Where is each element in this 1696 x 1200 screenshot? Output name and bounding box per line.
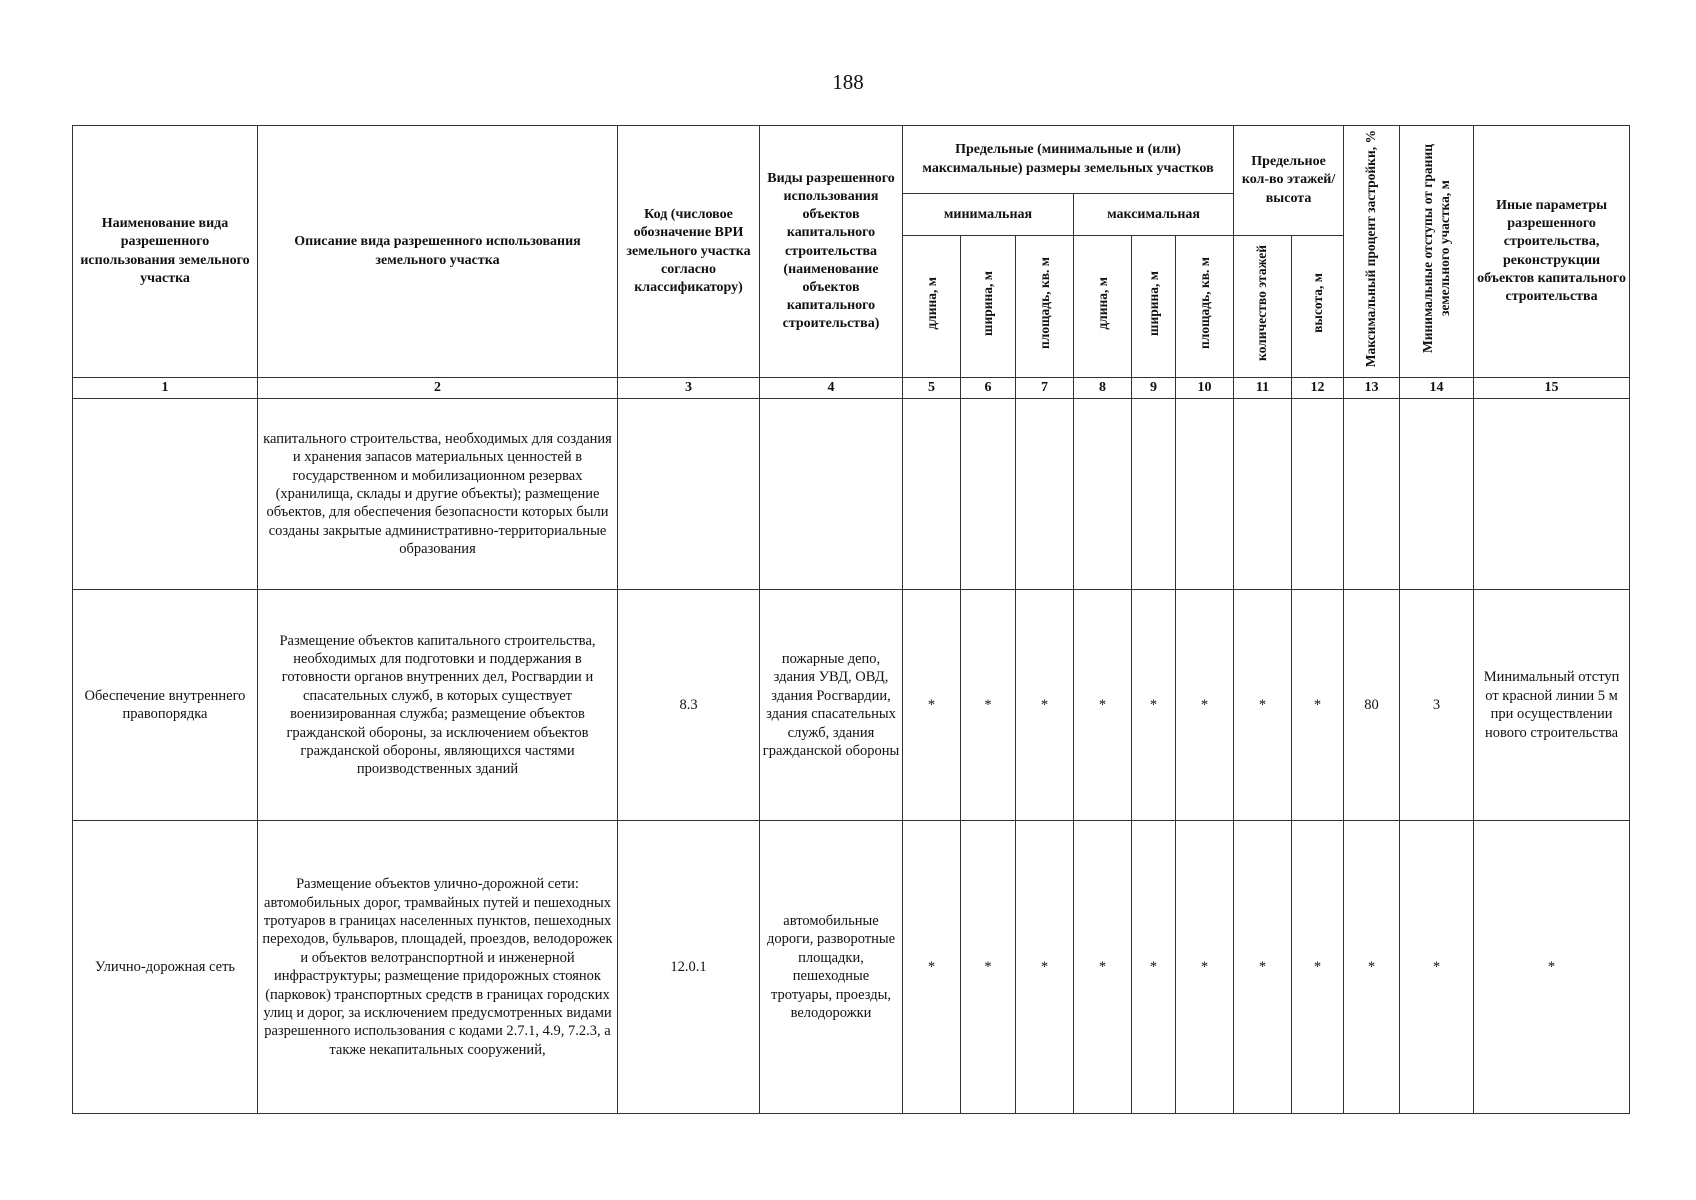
header-name: Наименование вида разрешенного использования земельного участка <box>73 126 258 378</box>
row-value: * <box>1292 821 1344 1114</box>
row-value <box>1292 399 1344 590</box>
row-value <box>1234 399 1292 590</box>
column-number: 8 <box>1074 378 1132 399</box>
row-name: Улично-дорожная сеть <box>73 821 258 1114</box>
row-name <box>73 399 258 590</box>
row-value <box>1344 399 1400 590</box>
row-value <box>1400 399 1474 590</box>
header-min-area: площадь, кв. м <box>1016 235 1074 377</box>
header-max: максимальная <box>1074 194 1234 235</box>
row-name: Обеспечение внутреннего правопорядка <box>73 590 258 821</box>
column-number: 12 <box>1292 378 1344 399</box>
row-code: 8.3 <box>618 590 760 821</box>
row-value: * <box>1132 821 1176 1114</box>
column-number: 9 <box>1132 378 1176 399</box>
row-value <box>1016 399 1074 590</box>
row-value <box>1176 399 1234 590</box>
header-code: Код (числовое обозначение ВРИ земельного участка согласно классификатору) <box>618 126 760 378</box>
row-value: * <box>961 821 1016 1114</box>
header-max-width: ширина, м <box>1132 235 1176 377</box>
header-row-1 <box>73 126 1630 194</box>
header-min-setback: Минимальные отступы от границ земельного участка, м <box>1400 126 1474 378</box>
row-value <box>1074 399 1132 590</box>
table-row <box>73 821 1630 1114</box>
row-value: * <box>1016 821 1074 1114</box>
row-value: * <box>1074 821 1132 1114</box>
row-value: * <box>1132 590 1176 821</box>
column-number: 3 <box>618 378 760 399</box>
column-number: 4 <box>760 378 903 399</box>
header-height: высота, м <box>1292 235 1344 377</box>
header-min-width: ширина, м <box>961 235 1016 377</box>
row-objects: пожарные депо, здания УВД, ОВД, здания Росгвардии, здания спасательных служб, здания гражданской обороны <box>760 590 903 821</box>
row-objects: автомобильные дороги, разворотные площадки, пешеходные тротуары, проезды, велодорожки <box>760 821 903 1114</box>
row-value: * <box>903 590 961 821</box>
header-plot-sizes: Предельные (минимальные и (или) максимальные) размеры земельных участков <box>903 126 1234 194</box>
column-numbers-row <box>73 378 1630 399</box>
column-number: 5 <box>903 378 961 399</box>
header-other-params: Иные параметры разрешенного строительства, реконструкции объектов капитального строительства <box>1474 126 1630 378</box>
column-number: 10 <box>1176 378 1234 399</box>
row-value <box>1132 399 1176 590</box>
regulations-table <box>72 125 1630 1114</box>
row-objects <box>760 399 903 590</box>
header-max-length: длина, м <box>1074 235 1132 377</box>
row-description: Размещение объектов капитального строительства, необходимых для подготовки и поддержания в готовности органов внутренних дел, Росгвардии и спасательных служб, в которых существует военизированная служба; размещение объектов гражданской обороны, за исключением объектов гражданской обороны, являющихся частями производственных зданий <box>258 590 618 821</box>
column-number: 2 <box>258 378 618 399</box>
row-value <box>903 399 961 590</box>
row-value: 3 <box>1400 590 1474 821</box>
page-number: 188 <box>832 70 864 94</box>
row-code <box>618 399 760 590</box>
header-max-percent: Максимальный процент застройки, % <box>1344 126 1400 378</box>
row-value: 80 <box>1344 590 1400 821</box>
row-value: * <box>1292 590 1344 821</box>
row-value: * <box>1016 590 1074 821</box>
table-row <box>73 590 1630 821</box>
column-number: 13 <box>1344 378 1400 399</box>
row-value <box>961 399 1016 590</box>
row-value: * <box>1234 590 1292 821</box>
row-value: * <box>961 590 1016 821</box>
row-value: * <box>1176 821 1234 1114</box>
row-description: капитального строительства, необходимых для создания и хранения запасов материальных ценностей в государственном и мобилизационном резервах (хранилища, склады и другие объекты); размещение объектов, для обеспечения безопасности которых были созданы закрытые административно-территориальные образования <box>258 399 618 590</box>
row-other: * <box>1474 821 1630 1114</box>
table-row <box>73 399 1630 590</box>
header-floors-height: Предельное кол-во этажей/высота <box>1234 126 1344 236</box>
row-value: * <box>1400 821 1474 1114</box>
row-value: * <box>903 821 961 1114</box>
row-value: * <box>1176 590 1234 821</box>
header-description: Описание вида разрешенного использования земельного участка <box>258 126 618 378</box>
header-floors: количество этажей <box>1234 235 1292 377</box>
row-value: * <box>1074 590 1132 821</box>
column-number: 15 <box>1474 378 1630 399</box>
column-number: 6 <box>961 378 1016 399</box>
header-min: минимальная <box>903 194 1074 235</box>
row-value: * <box>1234 821 1292 1114</box>
row-code: 12.0.1 <box>618 821 760 1114</box>
column-number: 7 <box>1016 378 1074 399</box>
row-other: Минимальный отступ от красной линии 5 м при осуществлении нового строительства <box>1474 590 1630 821</box>
row-value: * <box>1344 821 1400 1114</box>
header-objects: Виды разрешенного использования объектов капитального строительства (наименование объектов капитального строительства) <box>760 126 903 378</box>
column-number: 1 <box>73 378 258 399</box>
row-other <box>1474 399 1630 590</box>
column-number: 11 <box>1234 378 1292 399</box>
header-max-area: площадь, кв. м <box>1176 235 1234 377</box>
column-number: 14 <box>1400 378 1474 399</box>
row-description: Размещение объектов улично-дорожной сети: автомобильных дорог, трамвайных путей и пешеходных тротуаров в границах населенных пунктов, пешеходных переходов, бульваров, площадей, проездов, велодорожек и объектов велотранспортной и инженерной инфраструктуры; размещение придорожных стоянок (парковок) транспортных средств в границах городских улиц и дорог, за исключением предусмотренных видами разрешенного использования с кодами 2.7.1, 4.9, 7.2.3, а также некапитальных сооружений, <box>258 821 618 1114</box>
header-min-length: длина, м <box>903 235 961 377</box>
